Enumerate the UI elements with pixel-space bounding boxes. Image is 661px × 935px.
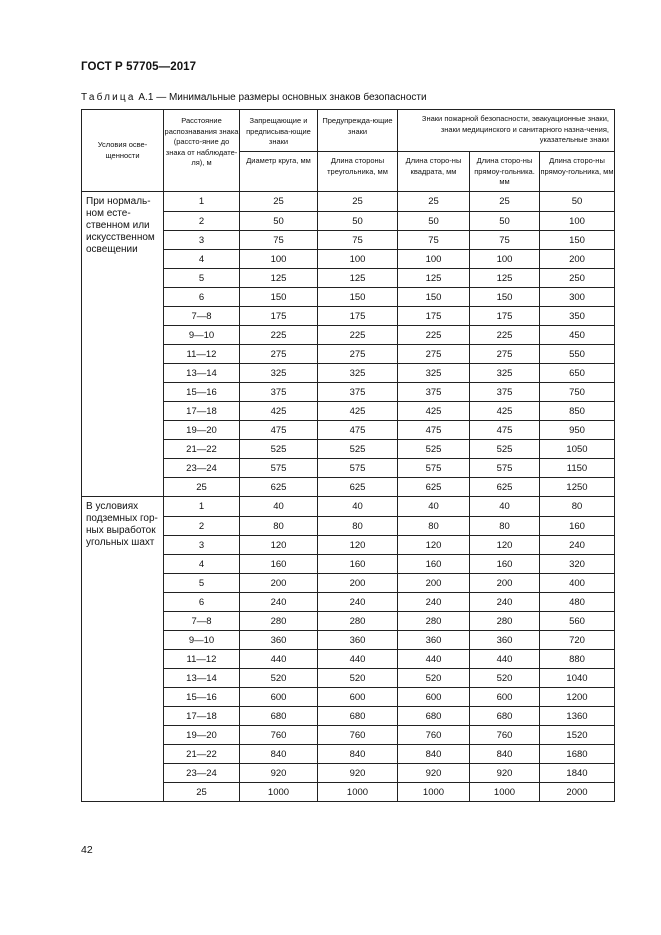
cell-square: 275 [398,345,470,364]
cell-distance: 1 [164,192,240,212]
cell-rect1: 200 [470,574,540,593]
cell-distance: 15—16 [164,688,240,707]
cell-circle: 275 [240,345,318,364]
cell-square: 200 [398,574,470,593]
cell-square: 50 [398,212,470,231]
document-code: ГОСТ Р 57705—2017 [81,61,197,73]
cell-rect1: 240 [470,593,540,612]
cell-triangle: 920 [318,764,398,783]
cell-distance: 23—24 [164,764,240,783]
cell-circle: 520 [240,669,318,688]
cell-rect2: 1840 [540,764,615,783]
cell-triangle: 1000 [318,783,398,802]
header-triangle-side: Длина стороны треугольника, мм [318,152,398,192]
cell-distance: 21—22 [164,745,240,764]
header-circle-diameter: Диаметр круга, мм [240,152,318,192]
cell-triangle: 125 [318,269,398,288]
cell-distance: 21—22 [164,440,240,459]
cell-triangle: 120 [318,536,398,555]
cell-rect2: 1360 [540,707,615,726]
cell-circle: 160 [240,555,318,574]
cell-circle: 600 [240,688,318,707]
cell-square: 325 [398,364,470,383]
cell-rect2: 240 [540,536,615,555]
cell-square: 840 [398,745,470,764]
cell-rect1: 1000 [470,783,540,802]
header-rect-side-1: Длина сторо-ны прямоу-гольника. мм [470,152,540,192]
cell-rect1: 475 [470,421,540,440]
cell-triangle: 325 [318,364,398,383]
cell-rect2: 560 [540,612,615,631]
cell-distance: 13—14 [164,669,240,688]
header-fire-group: Знаки пожарной безопасности, эвакуационные знаки, знаки медицинского и санитарного назна-чения, указательные знаки [398,110,615,152]
cell-circle: 200 [240,574,318,593]
cell-distance: 19—20 [164,726,240,745]
cell-distance: 1 [164,497,240,517]
cell-rect2: 1680 [540,745,615,764]
cell-distance: 7—8 [164,307,240,326]
header-rect-side-2: Длина сторо-ны прямоу-гольника, мм [540,152,615,192]
cell-rect1: 120 [470,536,540,555]
cell-square: 920 [398,764,470,783]
cell-triangle: 100 [318,250,398,269]
cell-circle: 760 [240,726,318,745]
cell-rect2: 1250 [540,478,615,497]
cell-square: 760 [398,726,470,745]
cell-rect2: 880 [540,650,615,669]
cell-rect1: 600 [470,688,540,707]
cell-rect1: 275 [470,345,540,364]
cell-rect1: 40 [470,497,540,517]
cell-distance: 5 [164,574,240,593]
cell-rect2: 400 [540,574,615,593]
cell-distance: 23—24 [164,459,240,478]
cell-distance: 13—14 [164,364,240,383]
cell-circle: 440 [240,650,318,669]
cell-distance: 9—10 [164,631,240,650]
cell-rect1: 25 [470,192,540,212]
cell-triangle: 600 [318,688,398,707]
cell-rect1: 625 [470,478,540,497]
cell-circle: 50 [240,212,318,231]
cell-triangle: 50 [318,212,398,231]
cell-triangle: 760 [318,726,398,745]
cell-rect1: 325 [470,364,540,383]
cell-rect1: 75 [470,231,540,250]
cell-rect2: 480 [540,593,615,612]
cell-circle: 40 [240,497,318,517]
cell-rect1: 525 [470,440,540,459]
cell-rect1: 520 [470,669,540,688]
cell-square: 575 [398,459,470,478]
cell-distance: 4 [164,555,240,574]
cell-square: 120 [398,536,470,555]
cell-rect2: 100 [540,212,615,231]
cell-rect2: 200 [540,250,615,269]
cell-triangle: 75 [318,231,398,250]
cell-rect1: 360 [470,631,540,650]
cell-distance: 11—12 [164,345,240,364]
cell-distance: 19—20 [164,421,240,440]
cell-rect1: 225 [470,326,540,345]
cell-circle: 325 [240,364,318,383]
cell-distance: 2 [164,212,240,231]
cell-rect2: 350 [540,307,615,326]
cell-rect1: 150 [470,288,540,307]
cell-triangle: 80 [318,517,398,536]
cell-circle: 625 [240,478,318,497]
cell-circle: 920 [240,764,318,783]
cell-rect2: 450 [540,326,615,345]
condition-cell: В условиях подземных гор-ных выработок угольных шахт [82,497,164,802]
cell-distance: 17—18 [164,707,240,726]
cell-rect1: 80 [470,517,540,536]
cell-square: 600 [398,688,470,707]
cell-square: 520 [398,669,470,688]
cell-circle: 150 [240,288,318,307]
cell-rect1: 175 [470,307,540,326]
cell-square: 1000 [398,783,470,802]
cell-distance: 17—18 [164,402,240,421]
cell-distance: 3 [164,231,240,250]
cell-distance: 9—10 [164,326,240,345]
cell-distance: 25 [164,478,240,497]
cell-distance: 11—12 [164,650,240,669]
cell-square: 680 [398,707,470,726]
cell-square: 240 [398,593,470,612]
cell-square: 80 [398,517,470,536]
cell-rect1: 920 [470,764,540,783]
cell-rect1: 375 [470,383,540,402]
cell-triangle: 150 [318,288,398,307]
condition-cell: При нормаль-ном есте-ственном или искусственном освещении [82,192,164,497]
cell-triangle: 225 [318,326,398,345]
cell-distance: 7—8 [164,612,240,631]
header-warning: Предупрежда-ющие знаки [318,110,398,152]
header-square-side: Длина сторо-ны квадрата, мм [398,152,470,192]
cell-rect2: 50 [540,192,615,212]
cell-rect2: 850 [540,402,615,421]
cell-square: 160 [398,555,470,574]
table-caption-title: Минимальные размеры основных знаков безопасности [168,92,427,103]
cell-square: 440 [398,650,470,669]
cell-rect1: 100 [470,250,540,269]
cell-circle: 225 [240,326,318,345]
cell-rect2: 160 [540,517,615,536]
table-caption-dash: — [156,92,167,103]
cell-square: 280 [398,612,470,631]
cell-circle: 840 [240,745,318,764]
cell-triangle: 440 [318,650,398,669]
cell-triangle: 575 [318,459,398,478]
cell-rect2: 750 [540,383,615,402]
table-row [82,497,615,517]
cell-circle: 100 [240,250,318,269]
cell-triangle: 280 [318,612,398,631]
cell-rect1: 760 [470,726,540,745]
cell-rect2: 1050 [540,440,615,459]
cell-rect1: 160 [470,555,540,574]
table-body [82,192,615,802]
cell-triangle: 160 [318,555,398,574]
cell-square: 425 [398,402,470,421]
cell-square: 125 [398,269,470,288]
cell-rect2: 950 [540,421,615,440]
page-number: 42 [81,844,93,856]
cell-triangle: 475 [318,421,398,440]
cell-rect2: 300 [540,288,615,307]
cell-distance: 3 [164,536,240,555]
cell-circle: 680 [240,707,318,726]
cell-circle: 375 [240,383,318,402]
cell-rect2: 2000 [540,783,615,802]
cell-triangle: 425 [318,402,398,421]
cell-rect2: 550 [540,345,615,364]
cell-triangle: 25 [318,192,398,212]
cell-distance: 5 [164,269,240,288]
cell-rect2: 1520 [540,726,615,745]
cell-triangle: 275 [318,345,398,364]
cell-rect2: 1040 [540,669,615,688]
cell-rect1: 840 [470,745,540,764]
cell-triangle: 375 [318,383,398,402]
cell-circle: 280 [240,612,318,631]
cell-circle: 25 [240,192,318,212]
cell-circle: 120 [240,536,318,555]
cell-circle: 80 [240,517,318,536]
cell-rect1: 575 [470,459,540,478]
cell-distance: 6 [164,288,240,307]
cell-circle: 475 [240,421,318,440]
table-caption-label: Таблица [81,92,136,103]
cell-circle: 1000 [240,783,318,802]
cell-square: 100 [398,250,470,269]
cell-triangle: 525 [318,440,398,459]
cell-rect1: 280 [470,612,540,631]
header-conditions: Условия осве-щенности [82,110,164,192]
table-caption [81,92,427,103]
cell-rect2: 250 [540,269,615,288]
header-distance: Расстояние распознавания знака (рассто-яние до знака от наблюдате-ля), м [164,110,240,192]
cell-square: 40 [398,497,470,517]
cell-triangle: 200 [318,574,398,593]
table-row [82,192,615,212]
cell-distance: 2 [164,517,240,536]
cell-rect1: 125 [470,269,540,288]
safety-signs-size-table [81,109,615,802]
cell-rect2: 650 [540,364,615,383]
cell-triangle: 240 [318,593,398,612]
cell-square: 375 [398,383,470,402]
cell-triangle: 840 [318,745,398,764]
cell-rect2: 80 [540,497,615,517]
cell-square: 25 [398,192,470,212]
cell-triangle: 680 [318,707,398,726]
cell-triangle: 520 [318,669,398,688]
cell-rect1: 440 [470,650,540,669]
cell-rect2: 1200 [540,688,615,707]
cell-circle: 525 [240,440,318,459]
cell-rect2: 720 [540,631,615,650]
cell-distance: 6 [164,593,240,612]
cell-distance: 25 [164,783,240,802]
cell-square: 360 [398,631,470,650]
cell-triangle: 40 [318,497,398,517]
cell-distance: 15—16 [164,383,240,402]
cell-square: 525 [398,440,470,459]
cell-circle: 125 [240,269,318,288]
cell-triangle: 175 [318,307,398,326]
cell-square: 175 [398,307,470,326]
cell-rect2: 150 [540,231,615,250]
cell-triangle: 360 [318,631,398,650]
cell-circle: 575 [240,459,318,478]
header-prohibiting: Запрещающие и предписыва-ющие знаки [240,110,318,152]
cell-circle: 175 [240,307,318,326]
cell-distance: 4 [164,250,240,269]
cell-square: 75 [398,231,470,250]
table-caption-number: А.1 [138,92,154,103]
cell-triangle: 625 [318,478,398,497]
cell-rect1: 50 [470,212,540,231]
cell-circle: 360 [240,631,318,650]
cell-square: 150 [398,288,470,307]
cell-square: 475 [398,421,470,440]
cell-circle: 75 [240,231,318,250]
cell-square: 625 [398,478,470,497]
cell-square: 225 [398,326,470,345]
cell-rect1: 680 [470,707,540,726]
cell-rect1: 425 [470,402,540,421]
cell-circle: 425 [240,402,318,421]
cell-circle: 240 [240,593,318,612]
cell-rect2: 1150 [540,459,615,478]
cell-rect2: 320 [540,555,615,574]
